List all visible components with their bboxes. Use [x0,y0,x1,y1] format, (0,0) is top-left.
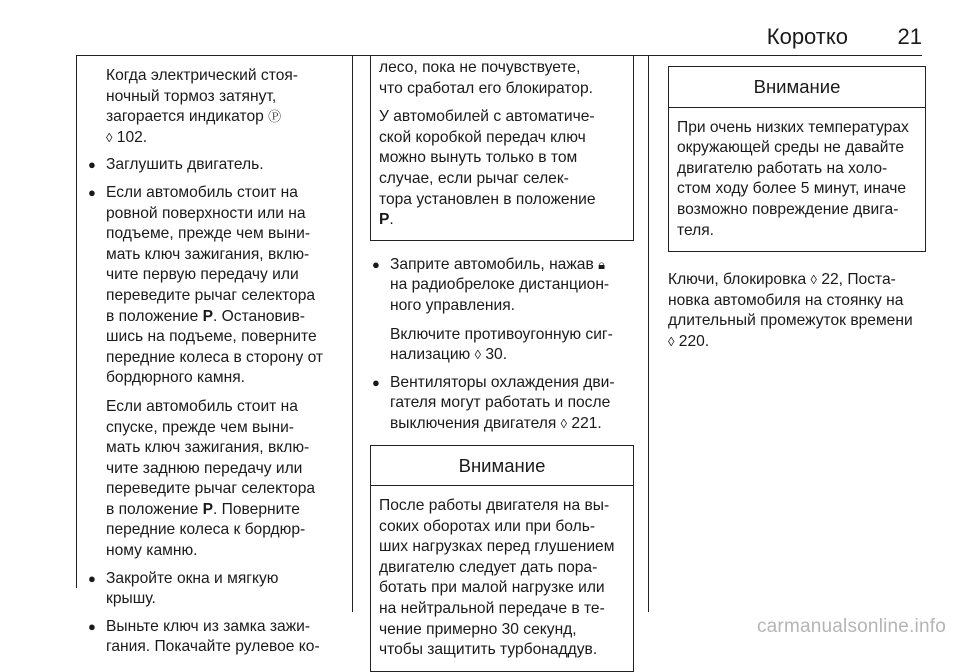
continuation-paragraph: Когда электрический стоя- ночный тормоз затянут, загорается индикатор Ⓟ ◊ 102. [106,67,298,146]
column-1 [86,66,336,658]
list-item: ● Заприте автомобиль, нажав 🔒︎ на радиобрелоке дистанцион- ного управления. Включите противоугонную сиг- нализацию ◊ 30. [372,255,613,364]
page-ref-link[interactable]: 220. [678,332,710,350]
reference-icon: ◊ [474,347,482,363]
lock-icon: 🔒︎ [598,256,605,272]
reference-icon: ◊ [668,333,675,349]
warning-title: Внимание [669,67,925,108]
warning-box [668,66,926,252]
continued-info-box: лесо, пока не почувствуете, что сработал его блокиратор. У автомобилей с автоматиче- ской коробкой передач ключ можно вынуть только в том случае, если рычаг селек- тора установлен в положение P. [370,56,634,241]
list-item: ● Выньте ключ из замка зажи- гания. Покачайте рулевое ко- [88,617,320,656]
warning-text: При очень низких температурах окружающей среды не давайте двигателю работать на холо- стом ходу более 5 минут, иначе возможно повреждение двига- теля. [677,118,909,239]
bullet-icon: ● [88,157,96,173]
warning-title: Внимание [371,446,633,487]
page-header [0,0,960,56]
warning-box [370,445,634,672]
watermark: carmanualsonline.info [756,616,946,637]
page-ref-link[interactable]: 102. [116,128,148,146]
reference-icon: ◊ [810,272,817,288]
left-border-line [76,56,77,588]
reference-icon: ◊ [560,415,568,431]
reference-icon: ◊ [106,129,113,145]
page-ref-link[interactable]: 221. [571,414,602,432]
warning-text: После работы двигателя на вы- соких оборотах или при боль- ших нагрузках перед глушением двигателю следует дать пора- ботать при малой нагрузке или на нейтральной передаче в те- чение примерно 30 секунд, чтобы защитить турбонаддув. [379,497,615,659]
list-item: ● Вентиляторы охлаждения дви- гателя могут работать и после выключения двигателя ◊ 221. [372,373,615,432]
bullet-icon: ● [372,374,380,390]
reference-paragraph: Ключи, блокировка ◊ 22, Поста- новка автомобиля на стоянку на длительный промежуток времени ◊ 220. [668,271,913,350]
column-divider-1 [352,56,353,612]
page-number: 21 [897,24,922,49]
column-2 [370,59,634,672]
list-item: ● Если автомобиль стоит на ровной поверхности или на подъеме, прежде чем выни- мать ключ зажигания, вклю- чите первую передачу или переведите рычаг селектора в положение P. Остановив- шись на подъеме, поверните передние колеса в сторону от бордюрного камня. Если автомобиль стоит на спуске, прежде чем выни- мать ключ зажигания, вклю- чите заднюю передачу или переведите рычаг селектора в положение P. Поверните передние колеса к бордюр- ному камню. [88,183,324,560]
section-title: Коротко [766,24,848,49]
bullet-icon: ● [88,184,96,200]
column-divider-2 [648,56,649,612]
bullet-icon: ● [372,256,380,272]
list-item: ● Заглушить двигатель. [86,155,336,176]
page-ref-link[interactable]: 22, Поста- [821,271,896,289]
column-3 [668,66,926,353]
bullet-icon: ● [88,618,96,634]
list-item: ● Закройте окна и мягкую крышу. [88,569,279,608]
bullet-icon: ● [88,570,96,586]
parking-brake-indicator-icon: Ⓟ [268,109,282,125]
page-ref-link[interactable]: 30. [485,346,508,364]
